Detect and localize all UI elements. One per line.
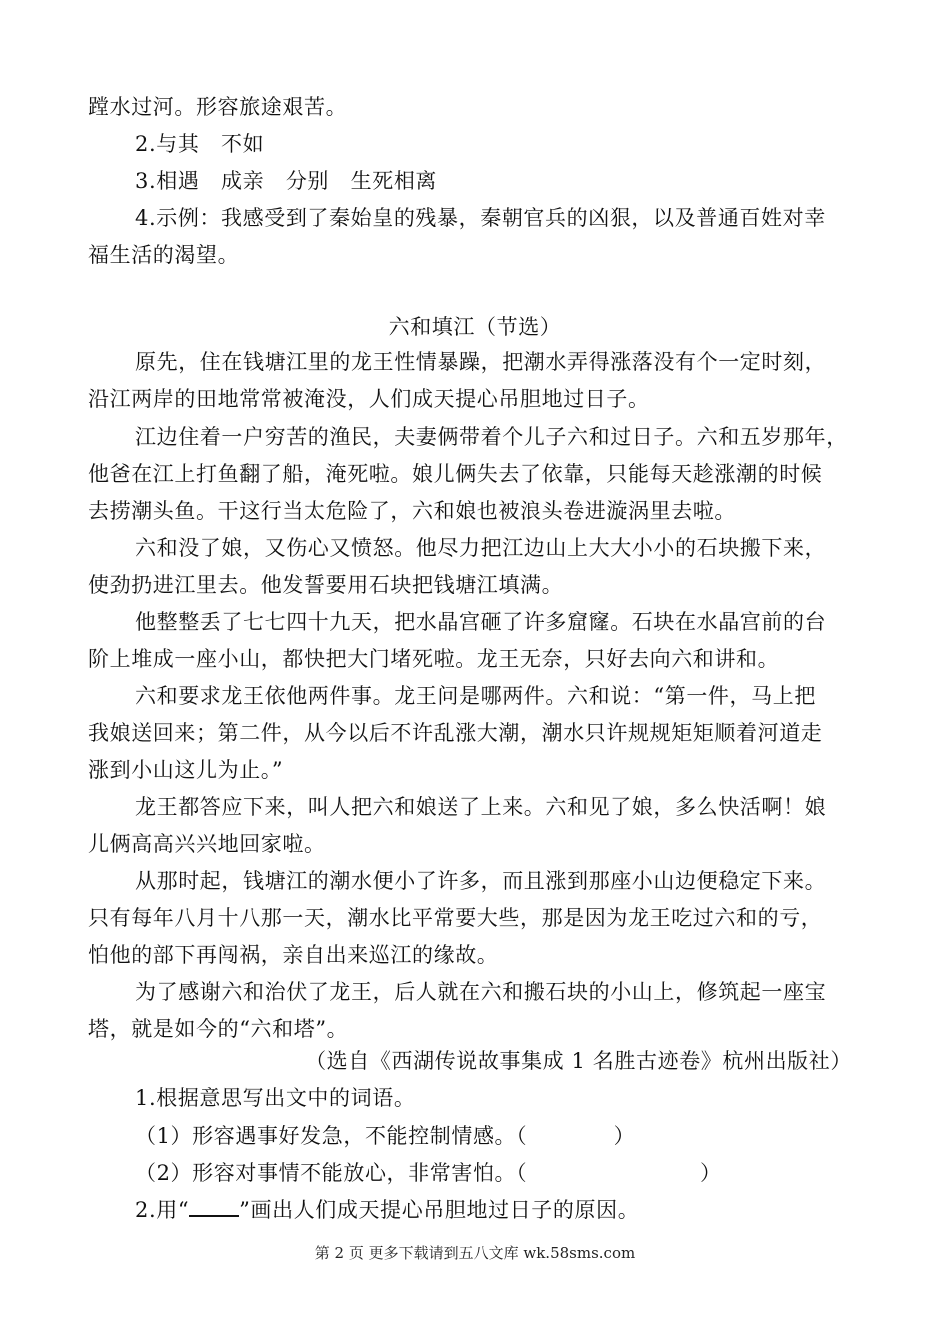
question-2-prefix: 2.用“ [135,1198,190,1222]
article-line: 怕他的部下再闯祸，亲自出来巡江的缘故。 [88,943,499,967]
article-line: 六和没了娘，又伤心又愤怒。他尽力把江边山上大大小小的石块搬下来， [135,536,827,560]
article-line: 六和要求龙王依他两件事。龙王问是哪两件。六和说：“第一件，马上把 [135,684,816,708]
answer-line: 4.示例：我感受到了秦始皇的残暴，秦朝官兵的凶狠，以及普通百姓对幸 [135,206,826,230]
article-line: 为了感谢六和治伏了龙王，后人就在六和搬石块的小山上，修筑起一座宝 [135,980,827,1004]
underline-blank [189,1197,239,1217]
article-line: 沿江两岸的田地常常被淹没，人们成天提心吊胆地过日子。 [88,387,650,411]
article-line: 去捞潮头鱼。干这行当太危险了，六和娘也被浪头卷进漩涡里去啦。 [88,499,736,523]
question-1-2: （2）形容对事情不能放心，非常害怕。（ ） [135,1161,722,1185]
question-1-1: （1）形容遇事好发急，不能控制情感。（ ） [135,1124,636,1148]
answer-line: 2.与其 不如 [135,132,265,156]
answer-line: 3.相遇 成亲 分别 生死相离 [135,169,438,193]
question-2 [135,1196,915,1224]
article-title: 六和填江（节选） [388,315,562,339]
article-line: 他整整丢了七七四十九天，把水晶宫砸了许多窟窿。石块在水晶宫前的台 [135,610,827,634]
article-line: 使劲扔进江里去。他发誓要用石块把钱塘江填满。 [88,573,564,597]
article-source: （选自《西湖传说故事集成 1 名胜古迹卷》杭州出版社） [305,1049,852,1073]
article-line: 只有每年八月十八那一天，潮水比平常要大些，那是因为龙王吃过六和的亏， [88,906,823,930]
page-footer: 第 2 页 更多下载请到五八文库 wk.58sms.com [314,1244,636,1262]
question-1: 1.根据意思写出文中的词语。 [135,1086,416,1110]
article-line: 我娘送回来；第二件，从今以后不许乱涨大潮，潮水只许规规矩矩顺着河道走 [88,721,823,745]
question-2-suffix: ”画出人们成天提心吊胆地过日子的原因。 [239,1198,640,1222]
article-line: 塔，就是如今的“六和塔”。 [88,1017,349,1041]
article-line: 涨到小山这儿为止。” [88,758,284,782]
article-line: 江边住着一户穷苦的渔民，夫妻俩带着个儿子六和过日子。六和五岁那年， [135,425,848,449]
article-line: 龙王都答应下来，叫人把六和娘送了上来。六和见了娘，多么快活啊！娘 [135,795,827,819]
article-line: 阶上堆成一座小山，都快把大门堵死啦。龙王无奈，只好去向六和讲和。 [88,647,780,671]
answer-line: 蹚水过河。形容旅途艰苦。 [88,95,348,119]
article-line: 原先，住在钱塘江里的龙王性情暴躁，把潮水弄得涨落没有个一定时刻， [135,350,827,374]
article-line: 儿俩高高兴兴地回家啦。 [88,832,326,856]
article-line: 他爸在江上打鱼翻了船，淹死啦。娘儿俩失去了依靠，只能每天趁涨潮的时候 [88,462,823,486]
article-line: 从那时起，钱塘江的潮水便小了许多，而且涨到那座小山边便稳定下来。 [135,869,827,893]
answer-line: 福生活的渴望。 [88,243,240,267]
